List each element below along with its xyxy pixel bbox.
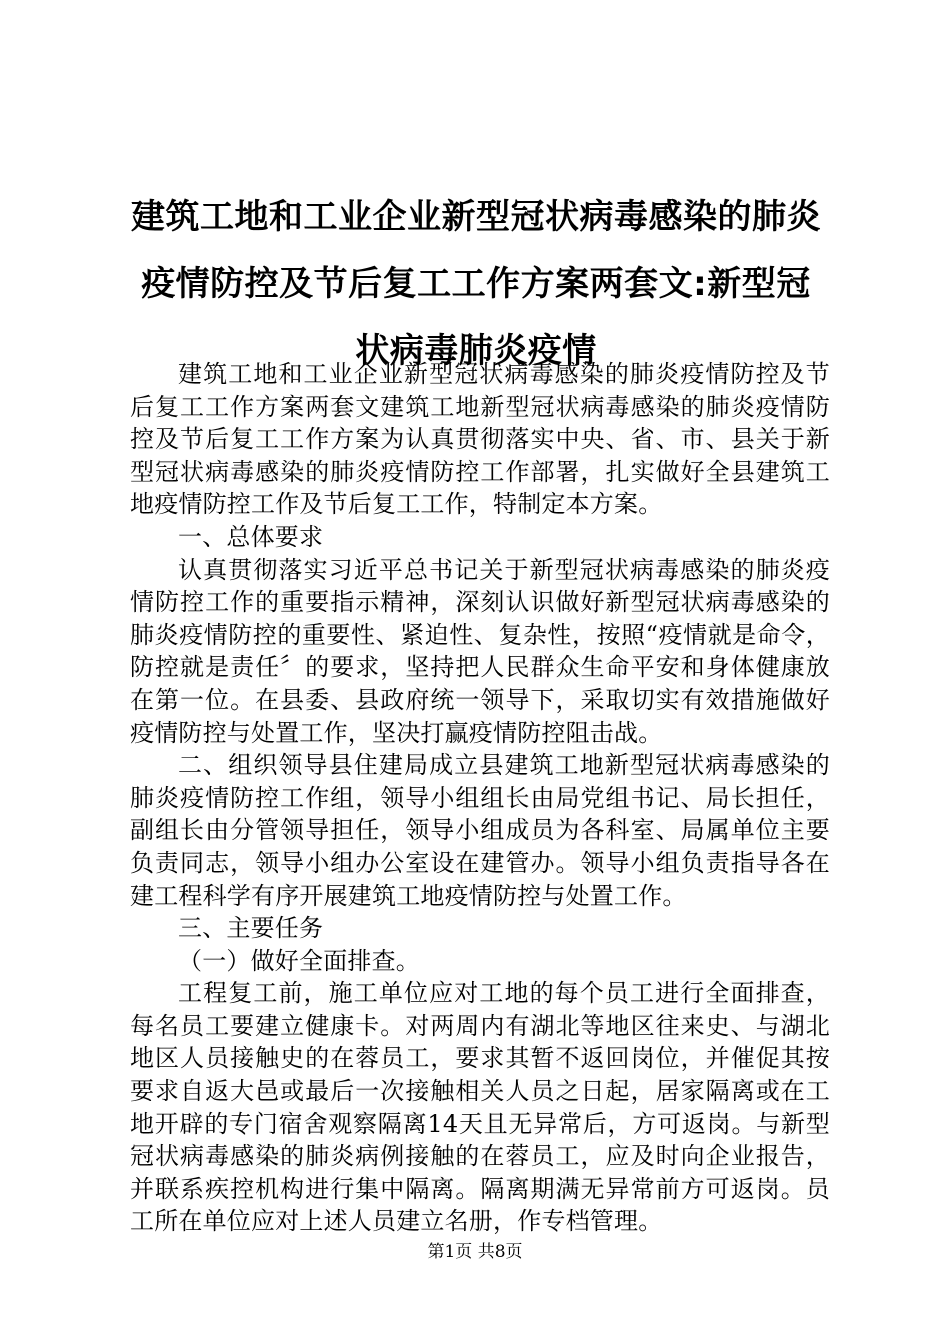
document-body: [130, 358, 830, 1238]
section-heading: 三、主要任务: [178, 914, 324, 943]
body-paragraph: 工程复工前，施工单位应对工地的每个员工进行全面排查，每名员工要建立健康卡。对两周内有湖北等地区往来史、与湖北地区人员接触史的在蓉员工，要求其暂不返回岗位，并催促其按要求自返大邑或最后一次接触相关人员之日起，居家隔离或在工地开辟的专门宿舍观察隔离14天且无异常后，方可返岗。与新型冠状病毒感染的肺炎病例接触的在蓉员工，应及时向企业报告，并联系疾控机构进行集中隔离。隔离期满无异常前方可返岗。员工所在单位应对上述人员建立名册，作专档管理。: [130, 979, 830, 1236]
document-title: [125, 184, 827, 385]
intro-paragraph: 建筑工地和工业企业新型冠状病毒感染的肺炎疫情防控及节后复工工作方案两套文建筑工地新型冠状病毒感染的肺炎疫情防控及节后复工工作方案为认真贯彻落实中央、省、市、县关于新型冠状病毒感染的肺炎疫情防控工作部署，扎实做好全县建筑工地疫情防控工作及节后复工工作，特制定本方案。: [130, 360, 830, 519]
page-footer: 第1页 共8页: [427, 1242, 523, 1262]
title-line: 状病毒肺炎疫情: [355, 331, 597, 371]
subsection-heading: （一）做好全面排查。: [178, 946, 420, 975]
title-line: 疫情防控及节后复工工作方案两套文:新型冠: [141, 264, 811, 304]
section-heading: 一、总体要求: [178, 522, 324, 551]
body-paragraph: 认真贯彻落实习近平总书记关于新型冠状病毒感染的肺炎疫情防控工作的重要指示精神，深刻认识做好新型冠状病毒感染的肺炎疫情防控的重要性、紧迫性、复杂性，按照“疫情就是命令，防控就是责任〞的要求，坚持把人民群众生命平安和身体健康放在第一位。在县委、县政府统一领导下，采取切实有效措施做好疫情防控与处置工作，坚决打赢疫情防控阻击战。: [130, 555, 830, 747]
body-paragraph: 二、组织领导县住建局成立县建筑工地新型冠状病毒感染的肺炎疫情防控工作组，领导小组组长由局党组书记、局长担任，副组长由分管领导担任，领导小组成员为各科室、局属单位主要负责同志，领导小组办公室设在建管办。领导小组负责指导各在建工程科学有序开展建筑工地疫情防控与处置工作。: [130, 751, 830, 910]
title-line: 建筑工地和工业企业新型冠状病毒感染的肺炎: [131, 197, 821, 237]
